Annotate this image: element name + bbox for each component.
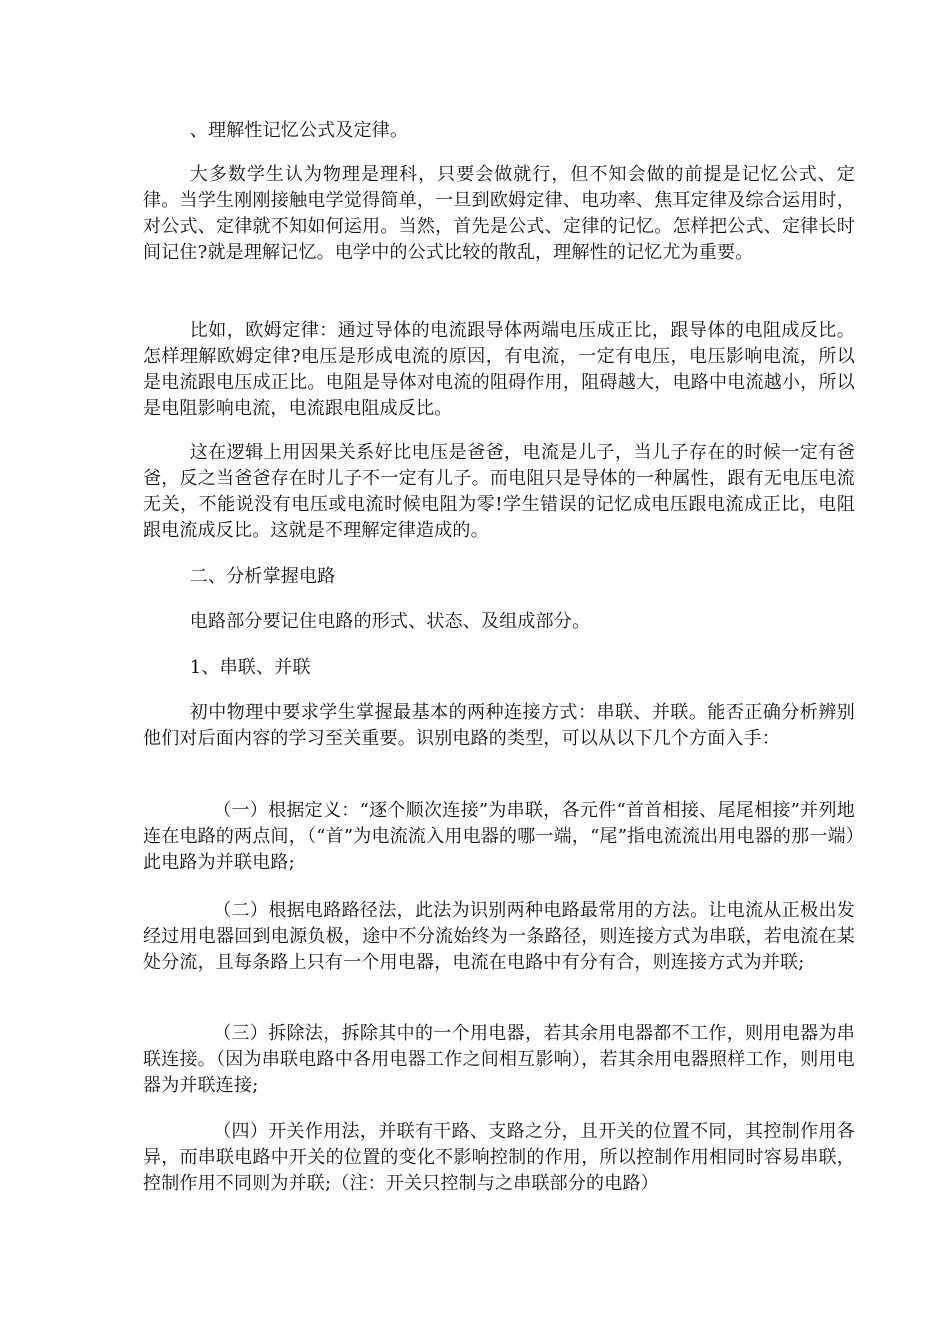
subheading-series-parallel: 1、串联、并联 <box>189 657 311 678</box>
list-item-switch-method: （四）开关作用法，并联有干路、支路之分，且开关的位置不同，其控制作用各异，而串联电路中开关的位置的变化不影响控制的作用，所以控制作用相同时容易串联，控制作用不同则为并联;（注：开关只控制与之串联部分的电路） <box>143 1121 855 1194</box>
paragraph-formula-memory: 大多数学生认为物理是理科，只要会做就行，但不知会做的前提是记忆公式、定律。当学生刚刚接触电学觉得简单，一旦到欧姆定律、电功率、焦耳定律及综合运用时，对公式、定律就不知如何运用。当然，首先是公式、定律的记忆。怎样把公式、定律长时间记住?就是理解记忆。电学中的公式比较的散乱，理解性的记忆尤为重要。 <box>143 164 855 263</box>
paragraph-ohms-law: 比如，欧姆定律：通过导体的电流跟导体两端电压成正比，跟导体的电阻成反比。怎样理解欧姆定律?电压是形成电流的原因，有电流，一定有电压，电压影响电流，所以是电流跟电压成正比。电阻是导体对电流的阻碍作用，阻碍越大，电路中电流越小，所以是电阻影响电流，电流跟电阻成反比。 <box>143 320 855 419</box>
paragraph-circuit-parts: 电路部分要记住电路的形式、状态、及组成部分。 <box>189 611 591 632</box>
list-item-path-method: （二）根据电路路径法，此法为识别两种电路最常用的方法。让电流从正极出发经过用电器回到电源负极，途中不分流始终为一条路径，则连接方式为串联，若电流在某处分流，且每条路上只有一个用电器，电流在电路中有分有合，则连接方式为并联; <box>143 900 855 973</box>
paragraph-cause-effect: 这在逻辑上用因果关系好比电压是爸爸，电流是儿子，当儿子存在的时候一定有爸爸，反之当爸爸存在时儿子不一定有儿子。而电阻只是导体的一种属性，跟有无电压电流无关，不能说没有电压或电流时候电阻为零!学生错误的记忆成电压跟电流成正比，电阻跟电流成反比。这就是不理解定律造成的。 <box>143 442 855 541</box>
list-item-removal-method: （三）拆除法，拆除其中的一个用电器，若其余用电器都不工作，则用电器为串联连接。（因为串联电路中各用电器工作之间相互影响），若其余用电器照样工作，则用电器为并联连接; <box>143 1023 855 1096</box>
paragraph-connection-methods: 初中物理中要求学生掌握最基本的两种连接方式：串联、并联。能否正确分析辨别他们对后面内容的学习至关重要。识别电路的类型，可以从以下几个方面入手： <box>143 702 855 749</box>
section-heading-circuit-analysis: 二、分析掌握电路 <box>189 566 336 587</box>
list-item-by-definition: （一）根据定义：“逐个顺次连接”为串联，各元件“首首相接、尾尾相接”并列地连在电路的两点间，（“首”为电流流入用电器的哪一端，“尾”指电流流出用电器的那一端）此电路为并联电路; <box>143 800 855 873</box>
section-heading-understanding-memory: 、理解性记忆公式及定律。 <box>189 120 409 141</box>
